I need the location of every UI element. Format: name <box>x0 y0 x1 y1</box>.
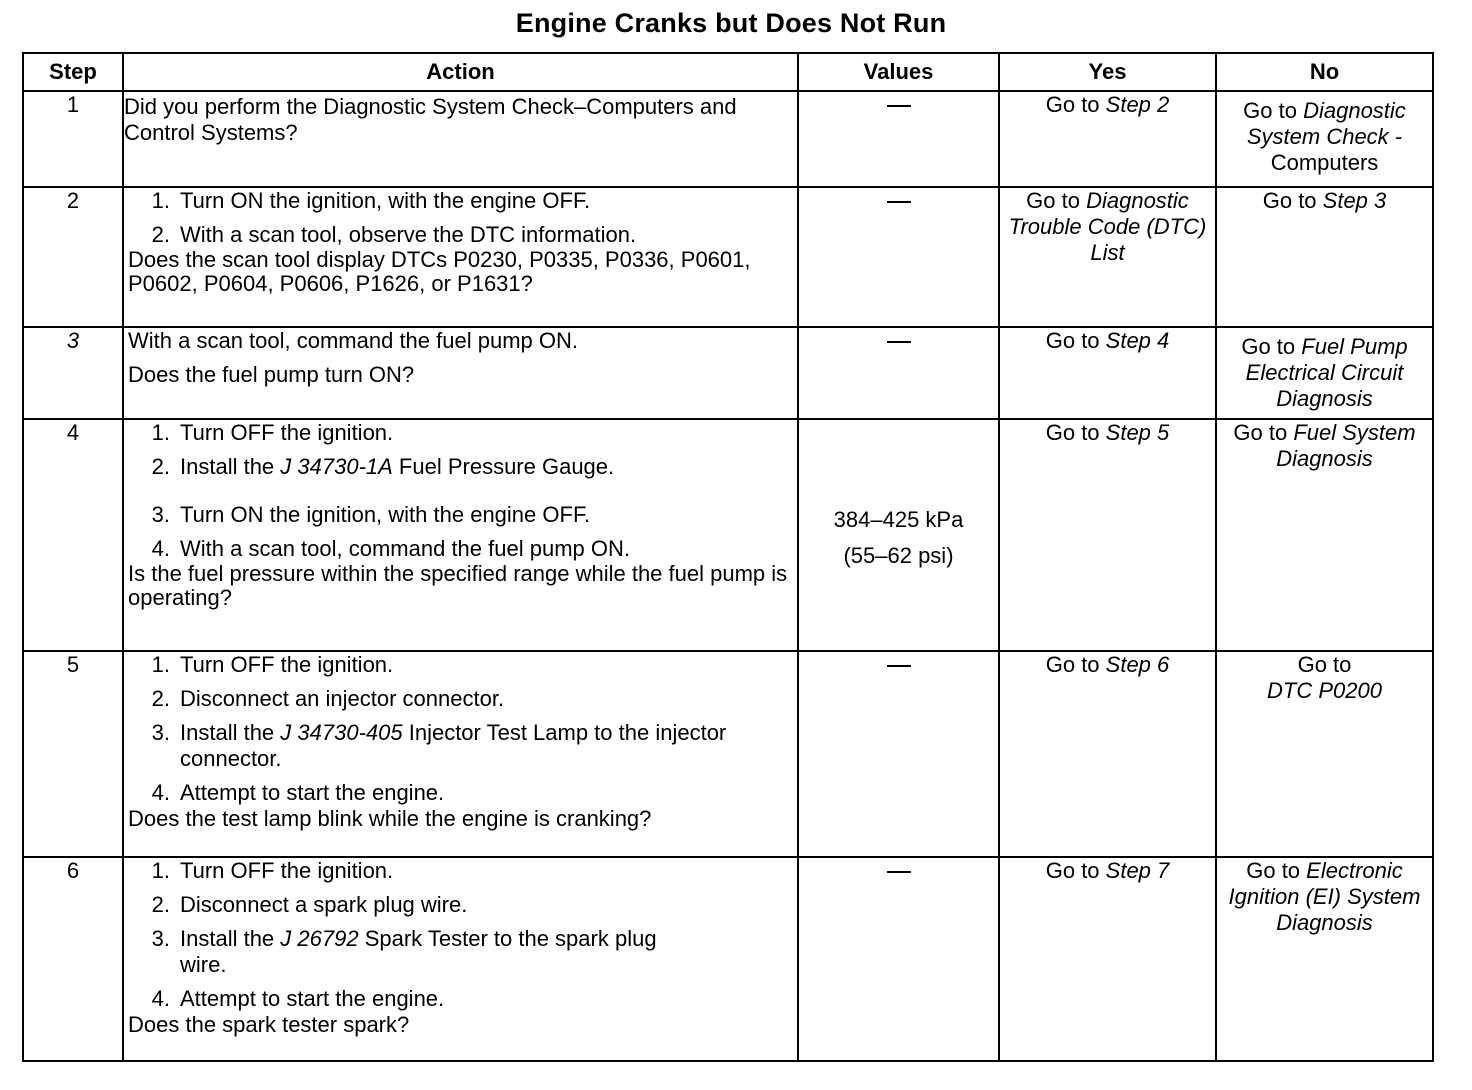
list-item: 2. Disconnect an injector connector. <box>151 686 505 711</box>
table-header-row <box>23 53 1433 91</box>
list-item: 4. Attempt to start the engine. <box>151 986 445 1011</box>
action-question: Does the spark tester spark? <box>128 1012 410 1037</box>
no-suffix: Computers <box>1270 150 1379 175</box>
no-cell <box>1216 651 1433 857</box>
step-number: 4 <box>23 419 123 651</box>
no-target-link[interactable]: Diagnostic System Check - <box>1246 98 1406 149</box>
action-question: Does the test lamp blink while the engine is cranking? <box>128 806 652 831</box>
dash-icon <box>887 871 911 873</box>
yes-target-link[interactable]: Diagnostic Trouble Code (DTC) List <box>1008 188 1207 265</box>
table-row-step-1 <box>23 91 1433 187</box>
action-question: Does the scan tool display DTCs P0230, P0335, P0336, P0601, P0602, P0604, P0606, P1626, or P1631? <box>128 247 751 296</box>
page-title: Engine Cranks but Does Not Run <box>515 8 947 38</box>
yes-prefix: Go to <box>1045 652 1106 677</box>
tool-name: J 34730-1A <box>280 454 393 479</box>
pressure-value-kpa: 384–425 kPa <box>833 507 964 532</box>
yes-target-link[interactable]: Step 7 <box>1105 858 1170 883</box>
header-yes: Yes <box>999 53 1216 91</box>
no-target-link[interactable]: Step 3 <box>1322 188 1387 213</box>
tool-name: J 26792 <box>280 926 359 951</box>
values-cell <box>798 187 999 327</box>
list-item: 2. With a scan tool, observe the DTC information. <box>151 222 637 247</box>
dash-icon <box>887 665 911 667</box>
action-cell <box>123 327 798 419</box>
table-row-step-4 <box>23 419 1433 651</box>
yes-target-link[interactable]: Step 5 <box>1105 420 1170 445</box>
values-cell <box>798 91 999 187</box>
action-question: Did you perform the Diagnostic System Check–Computers and Control Systems? <box>124 94 737 145</box>
yes-prefix: Go to <box>1045 858 1106 883</box>
step-number: 5 <box>23 651 123 857</box>
list-item: 2. Install the J 34730-1A Fuel Pressure Gauge. <box>151 454 615 479</box>
action-cell <box>123 187 798 327</box>
table-row-step-5 <box>23 651 1433 857</box>
header-step: Step <box>23 53 123 91</box>
list-item: 4. Attempt to start the engine. <box>151 780 445 805</box>
list-item: 1. Turn OFF the ignition. <box>151 652 394 677</box>
no-cell <box>1216 857 1433 1061</box>
yes-target-link[interactable]: Step 4 <box>1105 328 1170 353</box>
no-prefix: Go to <box>1241 334 1302 359</box>
step-number: 1 <box>23 91 123 187</box>
no-prefix: Go to <box>1243 98 1304 123</box>
tool-name: J 34730-405 <box>280 720 403 745</box>
diagnostic-table <box>22 52 1434 1062</box>
action-cell <box>123 91 798 187</box>
yes-cell <box>999 419 1216 651</box>
list-item: 1. Turn OFF the ignition. <box>151 858 394 883</box>
header-no: No <box>1216 53 1433 91</box>
action-steps-list <box>124 858 797 1012</box>
values-cell <box>798 327 999 419</box>
list-item: 4. With a scan tool, command the fuel pump ON. <box>151 536 630 561</box>
yes-cell <box>999 651 1216 857</box>
no-target-link[interactable]: Fuel System Diagnosis <box>1276 420 1416 471</box>
action-steps-list <box>124 420 797 562</box>
list-item: 1. Turn OFF the ignition. <box>151 420 394 445</box>
no-cell <box>1216 327 1433 419</box>
action-cell <box>123 651 798 857</box>
list-item: 3. Install the J 26792 Spark Tester to the spark plug wire. <box>151 926 657 977</box>
yes-cell <box>999 187 1216 327</box>
no-prefix: Go to <box>1297 652 1352 677</box>
action-question: Is the fuel pressure within the specified range while the fuel pump is operating? <box>128 561 788 610</box>
action-cell <box>123 419 798 651</box>
action-steps-list <box>124 188 797 248</box>
no-prefix: Go to <box>1262 188 1323 213</box>
no-prefix: Go to <box>1246 858 1307 883</box>
action-steps-list <box>124 652 797 806</box>
no-cell <box>1216 91 1433 187</box>
action-instruction: With a scan tool, command the fuel pump ON. <box>128 328 578 353</box>
dash-icon <box>887 341 911 343</box>
table-row-step-3 <box>23 327 1433 419</box>
list-item: 3. Turn ON the ignition, with the engine OFF. <box>151 502 591 527</box>
action-question: Does the fuel pump turn ON? <box>128 362 415 387</box>
yes-prefix: Go to <box>1045 328 1106 353</box>
yes-prefix: Go to <box>1045 92 1106 117</box>
no-cell <box>1216 419 1433 651</box>
no-cell <box>1216 187 1433 327</box>
values-cell <box>798 857 999 1061</box>
dash-icon <box>887 201 911 203</box>
yes-target-link[interactable]: Step 2 <box>1105 92 1170 117</box>
step-number: 3 <box>23 327 123 419</box>
table-row-step-6 <box>23 857 1433 1061</box>
pressure-value-psi: (55–62 psi) <box>843 543 954 568</box>
yes-cell <box>999 857 1216 1061</box>
yes-cell <box>999 327 1216 419</box>
yes-prefix: Go to <box>1045 420 1106 445</box>
yes-prefix: Go to <box>1026 188 1087 213</box>
yes-cell <box>999 91 1216 187</box>
values-cell <box>798 419 999 651</box>
no-prefix: Go to <box>1233 420 1294 445</box>
step-number: 6 <box>23 857 123 1061</box>
list-item: 2. Disconnect a spark plug wire. <box>151 892 468 917</box>
list-item: 3. Install the J 34730-405 Injector Test Lamp to the injector connector. <box>151 720 727 771</box>
action-cell <box>123 857 798 1061</box>
dash-icon <box>887 105 911 107</box>
no-target-link[interactable]: Electronic Ignition (EI) System Diagnosis <box>1228 858 1421 935</box>
list-item: 1. Turn ON the ignition, with the engine OFF. <box>151 188 591 213</box>
yes-target-link[interactable]: Step 6 <box>1105 652 1170 677</box>
no-target-link[interactable]: Fuel Pump Electrical Circuit Diagnosis <box>1245 334 1408 411</box>
header-action: Action <box>123 53 798 91</box>
table-row-step-2 <box>23 187 1433 327</box>
step-number: 2 <box>23 187 123 327</box>
values-cell <box>798 651 999 857</box>
no-target-link[interactable]: DTC P0200 <box>1267 678 1382 703</box>
header-values: Values <box>798 53 999 91</box>
